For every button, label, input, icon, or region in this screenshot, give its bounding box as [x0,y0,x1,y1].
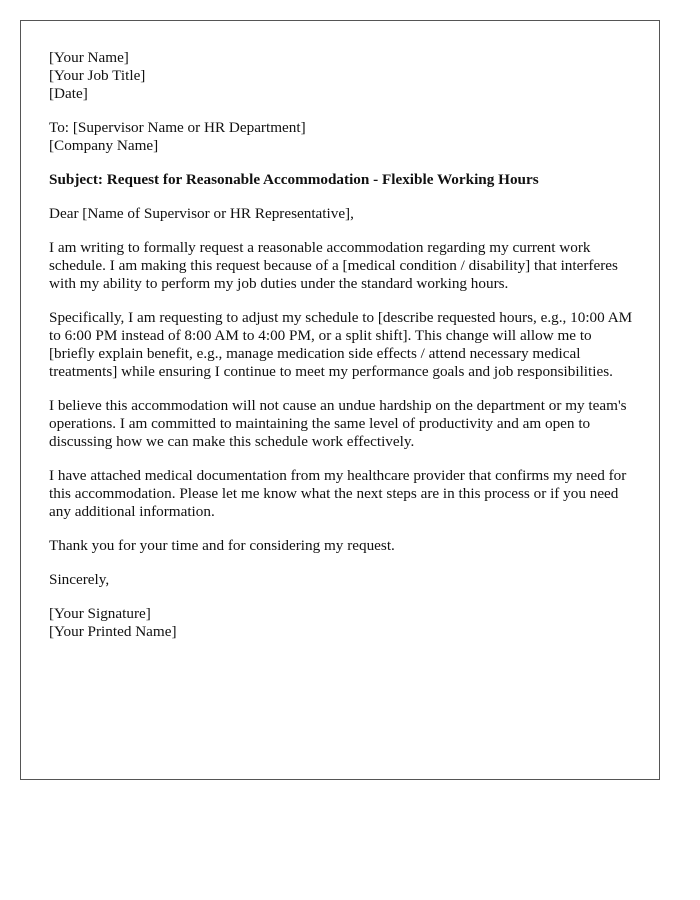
subject-block [49,171,639,189]
paragraph-text: Specifically, I am requesting to adjust my schedule to [describe requested hours, e.g., 10:00 AM to 6:00 PM instead of 8:00 AM to 4:00 PM, or a split shift]. This change will allow me to [briefly explain benefit, e.g., manage medication side effects / attend necessary medical treatments] while ensuring I continue to meet my performance goals and job responsibilities. [49,309,633,380]
letter-page [20,20,660,780]
recipient-block [49,119,639,155]
salutation-block [49,205,639,223]
paragraph-2 [49,309,639,381]
salutation: Dear [Name of Supervisor or HR Representative], [49,205,354,222]
letter-date: [Date] [49,85,88,102]
paragraph-text: I have attached medical documentation from my healthcare provider that confirms my need for this accommodation. Please let me know what the next steps are in this process or if you need any additional information. [49,467,627,520]
letter-body [49,49,639,657]
signature-line: [Your Signature] [49,605,151,622]
sender-block [49,49,639,103]
closing: Sincerely, [49,571,110,588]
paragraph-4 [49,467,639,521]
paragraph-text: I am writing to formally request a reasonable accommodation regarding my current work schedule. I am making this request because of a [medical condition / disability] that interferes with my ability to perform my job duties under the standard working hours. [49,239,618,292]
paragraph-text: I believe this accommodation will not cause an undue hardship on the department or my team's operations. I am committed to maintaining the same level of productivity and am open to discussing how we can make this schedule work effectively. [49,397,627,450]
recipient-to: To: [Supervisor Name or HR Department] [49,119,306,136]
paragraph-1 [49,239,639,293]
paragraph-text: Thank you for your time and for considering my request. [49,537,395,554]
paragraph-5 [49,537,639,555]
sender-name: [Your Name] [49,49,129,66]
subject-line: Subject: Request for Reasonable Accommodation - Flexible Working Hours [49,171,539,188]
sender-job-title: [Your Job Title] [49,67,146,84]
paragraph-3 [49,397,639,451]
signature-block [49,605,639,641]
printed-name: [Your Printed Name] [49,623,177,640]
closing-block [49,571,639,589]
recipient-company: [Company Name] [49,137,159,154]
